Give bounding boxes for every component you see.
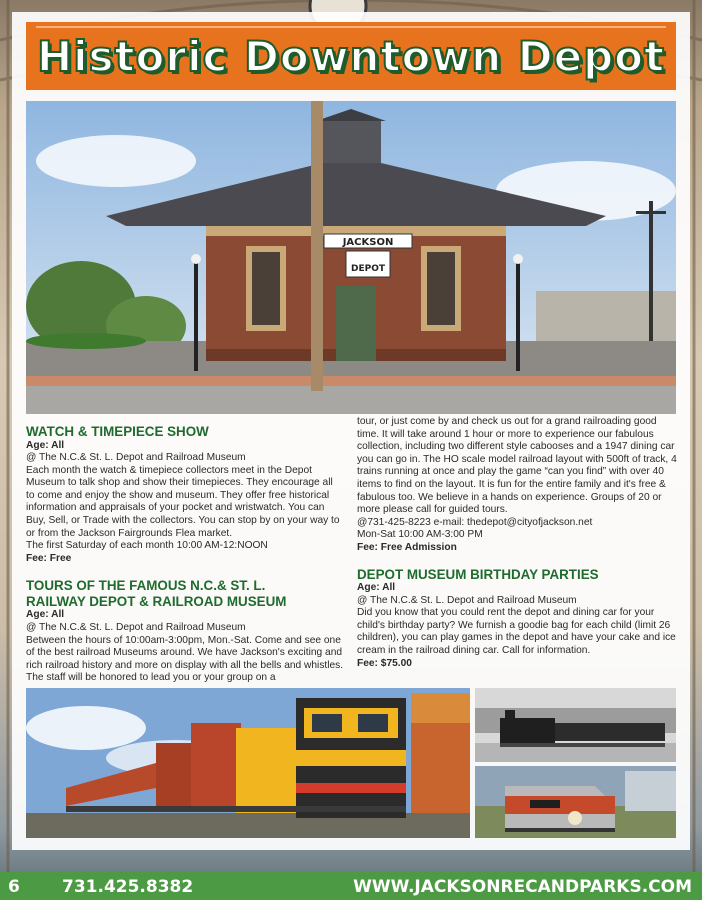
tours-contact: @731-425-8223 e-mail: thedepot@cityofjackson.net [357,516,593,528]
page-title: Historic Downtown Depot [36,31,666,81]
watch-show-fee: Fee: Free [26,552,72,564]
watch-show-location: @ The N.C.& St. L. Depot and Railroad Museum [26,452,246,464]
tours-title-line2: RAILWAY DEPOT & RAILROAD MUSEUM [26,593,287,609]
tours-age: Age: All [26,609,65,621]
freight-train-photo [26,688,470,838]
right-column [357,416,677,670]
tours-hours: Mon-Sat 10:00 AM-3:00 PM [357,529,483,541]
watch-show-age: Age: All [26,439,65,451]
tours-body-right: tour, or just come by and check us out for a grand railroading good time. It will take around 1 hour or more to experience our fabulous collection, including two different style cabooses and a 1947 dining car you can go in. The HO scale model railroad layout with 500ft of track, 4 trains running at once and play the game “can you find” with over 40 items to find on the layout. It is fun for the entire family and it's free & fabulous too. We believe in a hands on experience. Groups of 20 or more please call for guided tours. [357,416,677,516]
watch-show-body: Each month the watch & timepiece collectors meet in the Depot Museum to talk shop and show their timepieces. They encourage all to come and enjoy the show and museum. They offer free historical information and appraisals of your pocket and wristwatch. You can Buy, Sell, or Trade with the collectors. You can stop by on your way to or from the Jackson Fairgrounds Flea market. [26,464,340,539]
birthday-age: Age: All [357,582,396,594]
depot-photo [26,101,676,414]
tours-title-line1: TOURS OF THE FAMOUS N.C.& ST. L. [26,578,266,594]
depot-sign-depot: DEPOT [350,264,386,274]
tours-body-left: Between the hours of 10:00am-3:00pm, Mon.-Sat. Come and see one of the best railroad Museums around. We have Jackson's exciting and rich railroad history and more on display with all the bells and whistles. The staff will be honored to lead you or your group on a [26,634,344,684]
footer-website-link[interactable]: WWW.JACKSONRECANDPARKS.COM [353,877,692,897]
birthday-location: @ The N.C.& St. L. Depot and Railroad Museum [357,594,577,606]
page-number: 6 [8,877,20,897]
depot-sign-jackson: JACKSON [342,237,394,248]
tours-location: @ The N.C.& St. L. Depot and Railroad Museum [26,622,246,634]
footer-bar [0,872,702,900]
watch-show-schedule: The first Saturday of each month 10:00 AM-12:NOON [26,540,268,552]
birthday-fee: Fee: $75.00 [357,657,412,669]
tours-fee: Fee: Free Admission [357,541,457,553]
title-banner [26,22,676,90]
birthday-title: DEPOT MUSEUM BIRTHDAY PARTIES [357,566,599,582]
footer-phone[interactable]: 731.425.8382 [62,877,194,897]
passenger-locomotive-photo [475,766,676,838]
left-column [26,424,344,685]
steam-locomotive-photo [475,688,676,762]
birthday-body: Did you know that you could rent the depot and dining car for your child's birthday party? We furnish a goodie bag for each child (limit 26 children), you can play games in the depot and have your cake and ice cream in the railroad dining car. Call for information. [357,607,676,656]
watch-show-title: WATCH & TIMEPIECE SHOW [26,424,209,439]
banner-rule [36,26,666,28]
